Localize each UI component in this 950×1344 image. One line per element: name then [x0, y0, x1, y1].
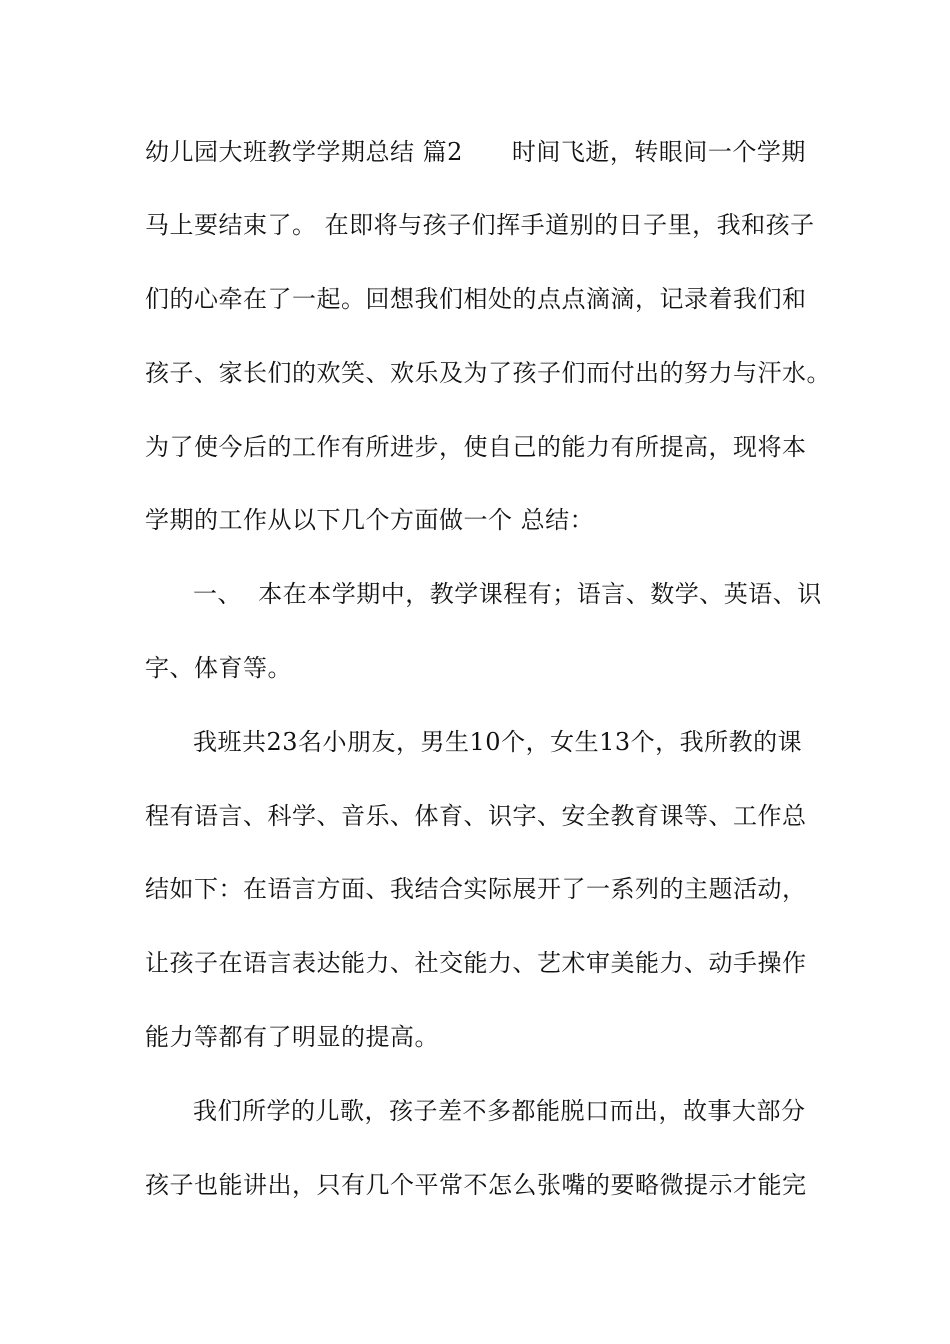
text-line: 学期的工作从以下几个方面做一个 总结： — [145, 506, 595, 534]
text-line: 让孩子在语言表达能力、社交能力、艺术审美能力、动手操作 — [145, 949, 807, 977]
text-line: 结如下：在语言方面、我结合实际展开了一系列的主题活动， — [145, 875, 807, 903]
text-line: 能力等都有了明显的提高。 — [145, 1023, 439, 1051]
paragraph-first-line: 我班共23名小朋友，男生10个，女生13个，我所教的课 — [193, 728, 803, 756]
text-line: 字、体育等。 — [145, 654, 292, 682]
text-line: 们的心牵在了一起。回想我们相处的点点滴滴，记录着我们和 — [145, 285, 807, 313]
text-line: 幼儿园大班教学学期总结 篇2 时间飞逝，转眼间一个学期 — [145, 138, 806, 166]
text-line: 孩子也能讲出，只有几个平常不怎么张嘴的要略微提示才能完 — [145, 1171, 807, 1199]
text-line: 孩子、家长们的欢笑、欢乐及为了孩子们而付出的努力与汗水。 — [145, 359, 831, 387]
text-line: 为了使今后的工作有所进步，使自己的能力有所提高，现将本 — [145, 433, 807, 461]
text-line: 程有语言、科学、音乐、体育、识字、安全教育课等、工作总 — [145, 802, 807, 830]
section-heading: 一、 本在本学期中，教学课程有；语言、数学、英语、识 — [193, 580, 822, 608]
text-line: 马上要结束了。 在即将与孩子们挥手道别的日子里，我和孩子 — [145, 211, 815, 239]
paragraph-first-line: 我们所学的儿歌，孩子差不多都能脱口而出，故事大部分 — [193, 1097, 806, 1125]
